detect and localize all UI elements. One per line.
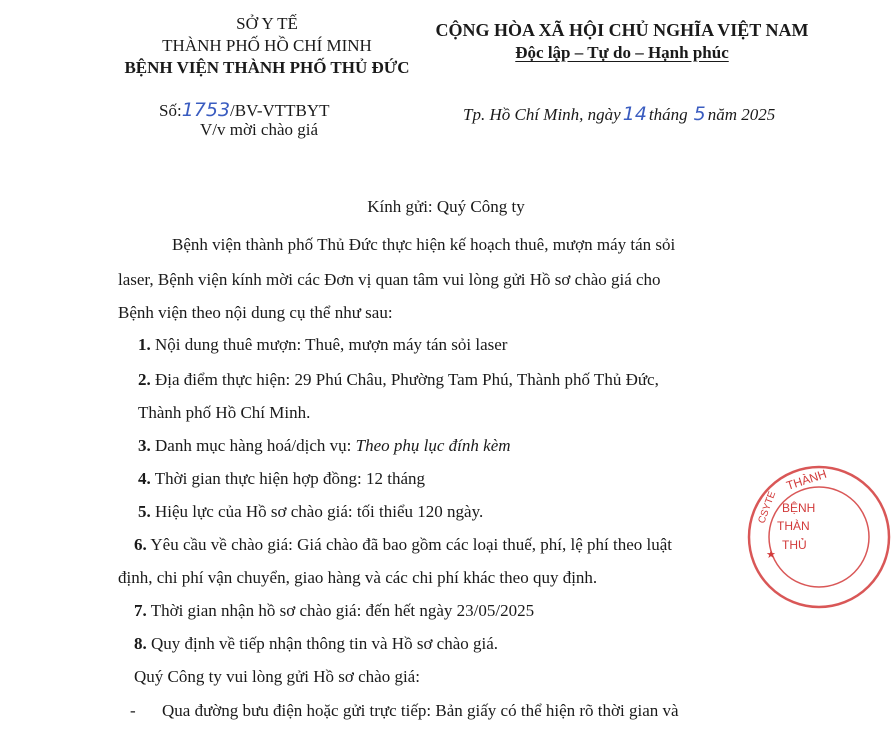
item-text: Quy định về tiếp nhận thông tin và Hồ sơ chào giá.: [146, 634, 499, 653]
list-item-5: [138, 502, 483, 522]
item-text: Danh mục hàng hoá/dịch vụ:: [150, 436, 356, 455]
list-item-6: [134, 535, 672, 555]
document-date: [463, 103, 775, 125]
item-number: 6.: [134, 535, 147, 554]
bullet-mark: -: [130, 701, 136, 720]
stamp-line-2: THÀN: [777, 519, 810, 533]
item-number: 7.: [134, 601, 147, 620]
stamp-star-icon: ★: [766, 549, 776, 561]
date-prefix: Tp. Hồ Chí Minh, ngày: [463, 105, 621, 124]
item-text: Thời gian nhận hồ sơ chào giá: đến hết ngày 23/05/2025: [146, 601, 535, 620]
bullet-text: Qua đường bưu điện hoặc gửi trực tiếp: Bản giấy có thể hiện rõ thời gian và: [162, 701, 679, 720]
red-stamp: [744, 462, 894, 612]
item-text: Địa điểm thực hiện: 29 Phú Châu, Phường Tam Phú, Thành phố Thủ Đức,: [150, 370, 659, 389]
item-number: 4.: [138, 469, 151, 488]
item-number: 1.: [138, 335, 151, 354]
year-text: năm 2025: [707, 105, 776, 124]
number-prefix: Số:: [159, 101, 182, 120]
list-item-4: [138, 469, 425, 489]
salutation: Kính gửi: Quý Công ty: [367, 197, 525, 216]
item-number: 8.: [134, 634, 147, 653]
month-word: tháng: [648, 105, 688, 124]
item-number: 2.: [138, 370, 151, 389]
day-handwritten: 14: [622, 103, 647, 125]
list-item-6-continuation: định, chi phí vận chuyển, giao hàng và các chi phí khác theo quy định.: [118, 568, 598, 587]
item-text: Nội dung thuê mượn: Thuê, mượn máy tán sỏi laser: [150, 335, 508, 354]
list-item-7: [134, 601, 534, 621]
stamp-arc-text: THÀNH: [784, 466, 829, 493]
list-item-2: [138, 370, 659, 390]
header-motto: Độc lập – Tự do – Hạnh phúc: [515, 43, 729, 62]
stamp-side-text: CSYTE: [756, 489, 779, 526]
list-item-3: [138, 436, 511, 456]
month-handwritten: 5: [693, 103, 706, 125]
header-ministry: SỞ Y TẾ: [236, 14, 298, 33]
closing-line: Quý Công ty vui lòng gửi Hồ sơ chào giá:: [134, 667, 420, 686]
intro-line-2: laser, Bệnh viện kính mời các Đơn vị quan tâm vui lòng gửi Hồ sơ chào giá cho: [118, 270, 661, 289]
item-italic-text: Theo phụ lục đính kèm: [355, 436, 511, 455]
intro-line-1: Bệnh viện thành phố Thủ Đức thực hiện kế hoạch thuê, mượn máy tán sỏi: [172, 235, 676, 254]
intro-line-3: Bệnh viện theo nội dung cụ thể như sau:: [118, 303, 393, 322]
item-text: Yêu cầu về chào giá: Giá chào đã bao gồm các loại thuế, phí, lệ phí theo luật: [146, 535, 672, 554]
header-hospital: BỆNH VIỆN THÀNH PHỐ THỦ ĐỨC: [124, 58, 410, 77]
list-item-8: [134, 634, 498, 654]
header-city: THÀNH PHỐ HỒ CHÍ MINH: [162, 36, 372, 55]
number-handwritten: 1753: [181, 99, 231, 121]
item-number: 3.: [138, 436, 151, 455]
header-country: CỘNG HÒA XÃ HỘI CHỦ NGHĨA VIỆT NAM: [435, 20, 809, 40]
list-item-2-continuation: Thành phố Hồ Chí Minh.: [138, 403, 311, 422]
stamp-outer-ring: [749, 467, 889, 607]
stamp-line-1: BỆNH: [782, 501, 816, 515]
item-number: 5.: [138, 502, 151, 521]
item-text: Thời gian thực hiện hợp đồng: 12 tháng: [150, 469, 426, 488]
number-suffix: /BV-VTTBYT: [230, 101, 330, 120]
list-item-1: [138, 335, 507, 355]
document-subject: V/v mời chào giá: [199, 120, 319, 139]
item-text: Hiệu lực của Hồ sơ chào giá: tối thiểu 120 ngày.: [150, 502, 484, 521]
stamp-line-3: THỦ: [782, 538, 807, 552]
document-number: [159, 99, 330, 121]
